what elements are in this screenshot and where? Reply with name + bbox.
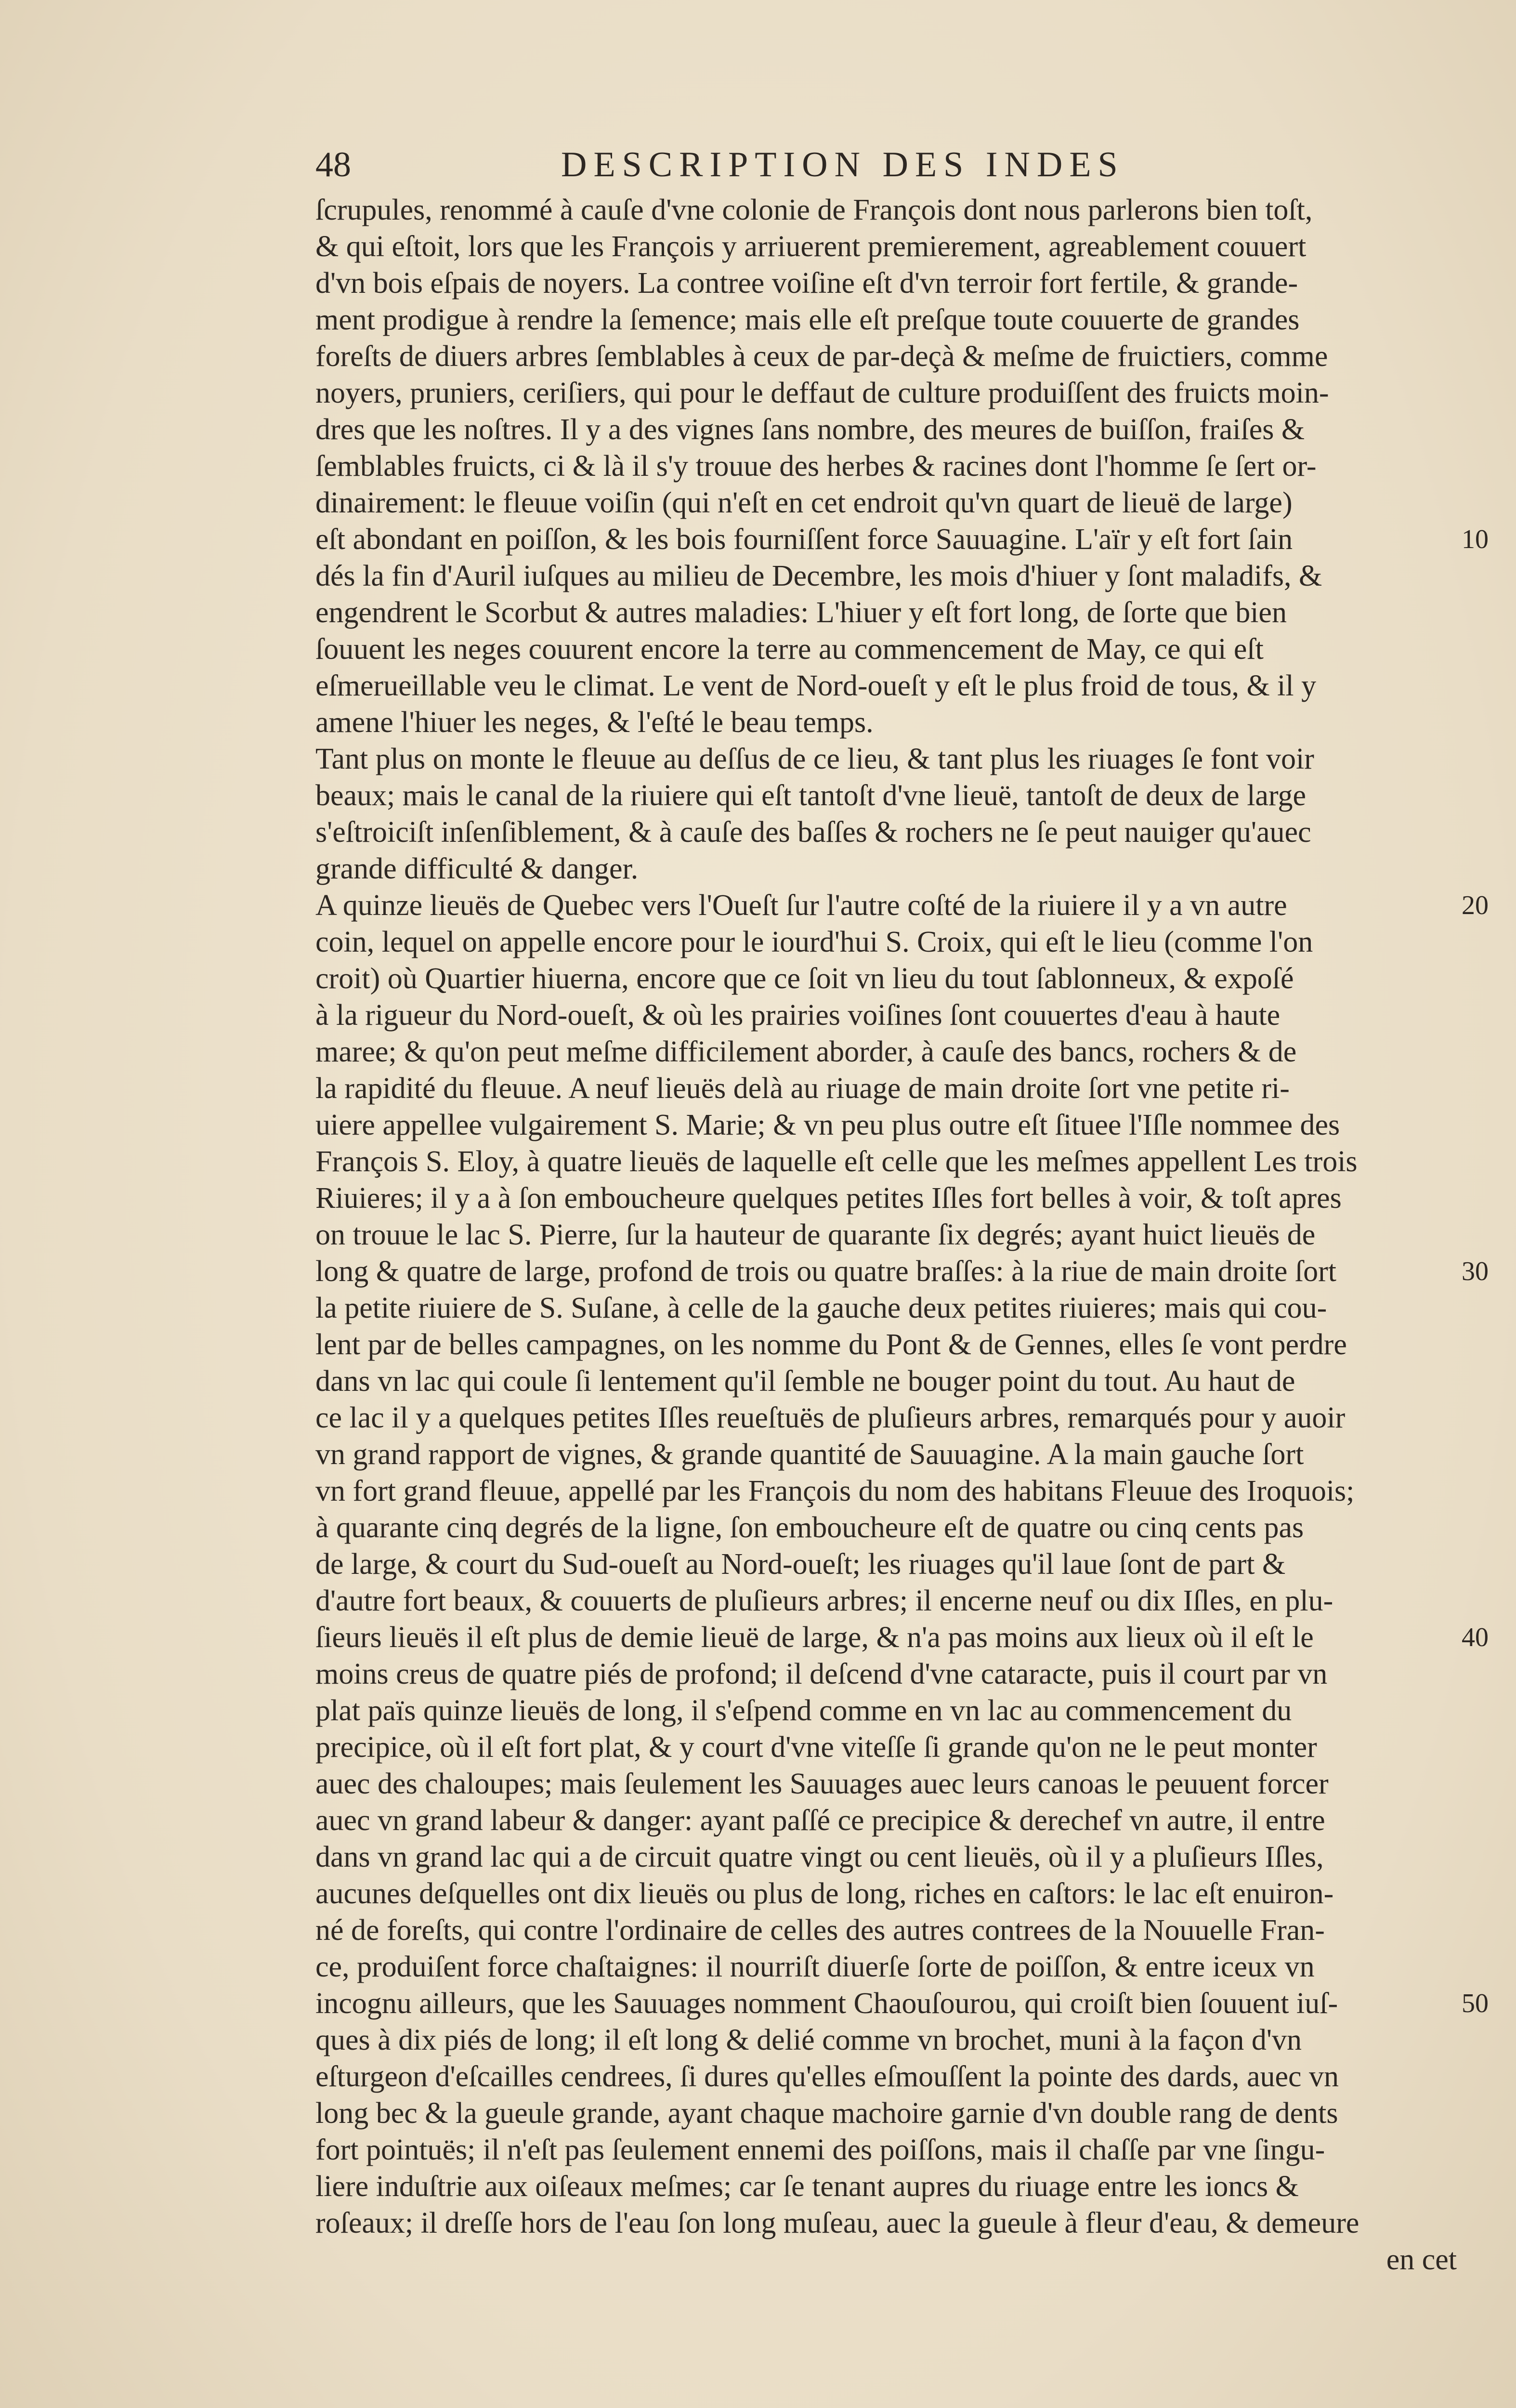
text-line: dinairement: le fleuue voiſin (qui n'eſt en cet endroit qu'vn quart de lieuë de large) [315, 486, 1293, 519]
text-line: dés la fin d'Auril iuſques au milieu de Decembre, les mois d'hiuer y ſont maladifs, & [315, 560, 1322, 592]
text-line: d'vn bois eſpais de noyers. La contree voiſine eſt d'vn terroir fort fertile, & grande- [315, 267, 1298, 300]
text-line: precipice, où il eſt fort plat, & y court d'vne viteſſe ſi grande qu'on ne le peut monter [315, 1731, 1317, 1764]
text-line: de large, & court du Sud-oueſt au Nord-oueſt; les riuages qu'il laue ſont de part & [315, 1548, 1286, 1581]
text-line: amene l'hiuer les neges, & l'eſté le beau temps. [315, 706, 874, 739]
text-line: croit) où Quartier hiuerna, encore que ce ſoit vn lieu du tout ſablonneux, & expoſé [315, 962, 1294, 995]
text-line: ſieurs lieuës il eſt plus de demie lieuë de large, & n'a pas moins aux lieux où il eſt le [315, 1621, 1314, 1654]
margin-line-number: 20 [1462, 890, 1489, 920]
text-line: long & quatre de large, profond de trois ou quatre braſſes: à la riue de main droite ſort [315, 1255, 1336, 1288]
text-line: liere induſtrie aux oiſeaux meſmes; car ſe tenant aupres du riuage entre les ioncs & [315, 2170, 1299, 2203]
text-line: moins creus de quatre piés de profond; il deſcend d'vne cataracte, puis il court par vn [315, 1658, 1328, 1690]
text-line: auec vn grand labeur & danger: ayant paſſé ce precipice & derechef vn autre, il entre [315, 1804, 1325, 1837]
text-line: ce lac il y a quelques petites Iſles reueſtuës de pluſieurs arbres, remarqués pour y auoir [315, 1401, 1346, 1434]
margin-line-number: 50 [1462, 1989, 1489, 2018]
text-line: ſemblables fruicts, ci & là il s'y trouue des herbes & racines dont l'homme ſe ſert or- [315, 450, 1317, 483]
text-line: beaux; mais le canal de la riuiere qui eſt tantoſt d'vne lieuë, tantoſt de deux de large [315, 779, 1306, 812]
catchword: en cet [1386, 2243, 1457, 2276]
text-line: auec des chaloupes; mais ſeulement les Sauuages auec leurs canoas le peuuent forcer [315, 1767, 1329, 1800]
page-number: 48 [315, 145, 351, 184]
text-line: dans vn lac qui coule ſi lentement qu'il ſemble ne bouger point du tout. Au haut de [315, 1365, 1295, 1398]
text-line: ſcrupules, renommé à cauſe d'vne colonie de François dont nous parlerons bien toſt, [315, 194, 1313, 226]
text-line: roſeaux; il dreſſe hors de l'eau ſon long muſeau, auec la gueule à fleur d'eau, & demeure [315, 2207, 1359, 2239]
text-line: vn fort grand fleuue, appellé par les François du nom des habitans Fleuue des Iroquois; [315, 1475, 1355, 1507]
text-line: on trouue le lac S. Pierre, ſur la hauteur de quarante ſix degrés; ayant huict lieuës de [315, 1218, 1316, 1251]
text-line: engendrent le Scorbut & autres maladies: L'hiuer y eſt fort long, de ſorte que bien [315, 596, 1287, 629]
text-line: la petite riuiere de S. Suſane, à celle de la gauche deux petites riuieres; mais qui cou- [315, 1292, 1327, 1324]
text-line: lent par de belles campagnes, on les nomme du Pont & de Gennes, elles ſe vont perdre [315, 1328, 1347, 1361]
text-line: eſturgeon d'eſcailles cendrees, ſi dures qu'elles eſmouſſent la pointe des dards, auec vn [315, 2060, 1339, 2093]
text-line: noyers, pruniers, ceriſiers, qui pour le deffaut de culture produiſſent des fruicts moin- [315, 377, 1329, 409]
text-line: & qui eſtoit, lors que les François y arriuerent premierement, agreablement couuert [315, 230, 1307, 263]
margin-line-number: 30 [1462, 1256, 1489, 1286]
text-line: à la rigueur du Nord-oueſt, & où les prairies voiſines ſont couuertes d'eau à haute [315, 999, 1281, 1032]
text-line: coin, lequel on appelle encore pour le iourd'hui S. Croix, qui eſt le lieu (comme l'on [315, 926, 1313, 958]
text-line: fort pointuës; il n'eſt pas ſeulement ennemi des poiſſons, mais il chaſſe par vne ſingu- [315, 2133, 1325, 2166]
text-line: dres que les noſtres. Il y a des vignes ſans nombre, des meures de buiſſon, fraiſes & [315, 413, 1305, 446]
text-line: A quinze lieuës de Quebec vers l'Oueſt ſur l'autre coſté de la riuiere il y a vn autre [315, 889, 1287, 922]
text-line: incognu ailleurs, que les Sauuages nomment Chaouſourou, qui croiſt bien ſouuent iuſ- [315, 1987, 1338, 2020]
text-line: Tant plus on monte le fleuue au deſſus de ce lieu, & tant plus les riuages ſe font voir [315, 743, 1314, 775]
text-line: François S. Eloy, à quatre lieuës de laquelle eſt celle que les meſmes appellent Les trois [315, 1145, 1358, 1178]
text-line: ques à dix piés de long; il eſt long & delié comme vn brochet, muni à la façon d'vn [315, 2024, 1302, 2056]
text-line: eſmerueillable veu le climat. Le vent de Nord-oueſt y eſt le plus froid de tous, & il y [315, 669, 1317, 702]
margin-line-number: 10 [1462, 524, 1489, 554]
text-line: uiere appellee vulgairement S. Marie; & vn peu plus outre eſt ſituee l'Iſle nommee des [315, 1109, 1340, 1141]
body-text [315, 192, 1457, 2278]
text-line: foreſts de diuers arbres ſemblables à ceux de par-deçà & meſme de fruictiers, comme [315, 340, 1328, 373]
text-line: s'eſtroiciſt inſenſiblement, & à cauſe des baſſes & rochers ne ſe peut nauiger qu'auec [315, 816, 1311, 849]
text-line: plat païs quinze lieuës de long, il s'eſpend comme en vn lac au commencement du [315, 1694, 1292, 1727]
text-line: aucunes deſquelles ont dix lieuës ou plus de long, riches en caſtors: le lac eſt enuiron- [315, 1877, 1334, 1910]
text-line: la rapidité du fleuue. A neuf lieuës delà au riuage de main droite ſort vne petite ri- [315, 1072, 1290, 1105]
text-line: ce, produiſent force chaſtaignes: il nourriſt diuerſe ſorte de poiſſon, & entre iceux vn [315, 1950, 1315, 1983]
text-line: dans vn grand lac qui a de circuit quatre vingt ou cent lieuës, où il y a pluſieurs Iſles, [315, 1841, 1324, 1873]
running-title: DESCRIPTION DES INDES [561, 145, 1124, 184]
page-header [315, 144, 1230, 188]
text-line: ment prodigue à rendre la ſemence; mais elle eſt preſque toute couuerte de grandes [315, 303, 1300, 336]
text-line: à quarante cinq degrés de la ligne, ſon emboucheure eſt de quatre ou cinq cents pas [315, 1511, 1304, 1544]
margin-line-number: 40 [1462, 1623, 1489, 1652]
text-line: vn grand rapport de vignes, & grande quantité de Sauuagine. A la main gauche ſort [315, 1438, 1304, 1471]
text-line: ſouuent les neges couurent encore la terre au commencement de May, ce qui eſt [315, 633, 1264, 666]
text-line: grande difficulté & danger. [315, 852, 639, 885]
text-line: eſt abondant en poiſſon, & les bois fourniſſent force Sauuagine. L'aïr y eſt fort ſain [315, 523, 1293, 556]
text-line: d'autre fort beaux, & couuerts de pluſieurs arbres; il encerne neuf ou dix Iſles, en plu- [315, 1584, 1333, 1617]
text-line: Riuieres; il y a à ſon emboucheure quelques petites Iſles fort belles à voir, & toſt apres [315, 1182, 1342, 1215]
text-line: né de foreſts, qui contre l'ordinaire de celles des autres contrees de la Nouuelle Fran- [315, 1914, 1325, 1947]
text-line: long bec & la gueule grande, ayant chaque machoire garnie d'vn double rang de dents [315, 2097, 1338, 2130]
text-line: maree; & qu'on peut meſme difficilement aborder, à cauſe des bancs, rochers & de [315, 1035, 1297, 1068]
